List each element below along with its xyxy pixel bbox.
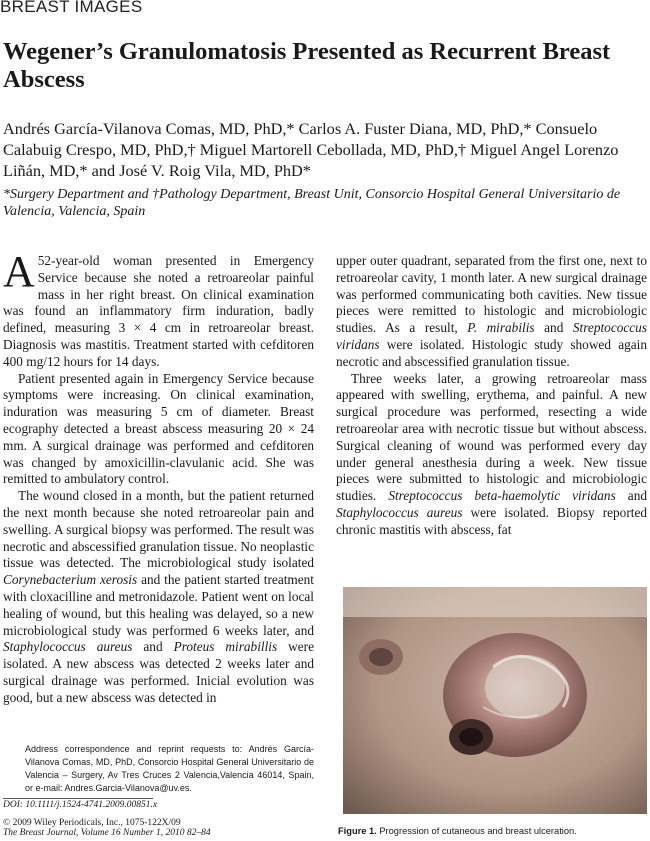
- copyright: © 2009 Wiley Periodicals, Inc., 1075-122X/09: [3, 818, 181, 828]
- authors: Andrés García-Vilanova Comas, MD, PhD,* Carlos A. Fuster Diana, MD, PhD,* Consuelo Calabuig Crespo, MD, PhD,† Miguel Martorell Cebollada, MD, PhD,† Miguel Angel Lorenzo Liñán, MD,* and José V. Roig Vila, MD, PhD*: [3, 119, 619, 180]
- affiliations: *Surgery Department and †Pathology Department, Breast Unit, Consorcio Hospital General Universitario de Valencia, Valencia, Spain: [3, 187, 621, 219]
- paragraph-4: upper outer quadrant, separated from the first one, next to retroareolar cavity, 1 month later. A new surgical drainage was performed communicating both cavities. New tissue pieces were remitted to histologic and microbiologic studies. As a result, P. mirabilis and Streptococcus viridans were isolated. Histologic study showed again necrotic and abscessified granulation tissue.: [336, 253, 647, 369]
- figure-photo: [343, 587, 647, 814]
- article-title: Wegener’s Granulomatosis Presented as Recurrent Breast Abscess: [3, 38, 611, 93]
- paragraph-5: Three weeks later, a growing retroareolar mass appeared with swelling, erythema, and painful. A new surgical procedure was performed, resecting a wide retroareolar area with necrotic tissue but without abscess. Surgical cleaning of wound was performed every day under general anesthesia during a week. New tissue pieces were submitted to histologic and microbiologic studies. Streptococcus beta-haemolytic viridans and Staphylococcus aureus were isolated. Biopsy reported chronic mastitis with abscess, fat: [336, 370, 647, 537]
- figure-label: Figure 1.: [338, 826, 377, 836]
- drop-cap: A: [3, 247, 35, 296]
- ulceration-photo-illustration: [343, 587, 647, 814]
- journal-citation: The Breast Journal, Volume 16 Number 1, 2010 82–84: [3, 828, 211, 838]
- body-column-right: [336, 253, 647, 539]
- figure-caption: Figure 1. Progression of cutaneous and breast ulceration.: [338, 826, 577, 836]
- doi: DOI: 10.1111/j.1524-4741.2009.00851.x: [3, 800, 158, 810]
- section-header: BREAST IMAGES: [0, 0, 143, 16]
- paragraph-2: Patient presented again in Emergency Service because symptoms were increasing. On clinical examination, induration was measuring 5 cm of diameter. Breast ecography detected a breast abscess measuring 20 × 24 mm. A surgical drainage was performed and cefditoren was changed by amoxicillin-clavulanic acid. She was remitted to ambulatory control.: [3, 370, 314, 487]
- body-column-left: [3, 247, 314, 707]
- paragraph-3: The wound closed in a month, but the patient returned the next month because she noted retroareolar pain and swelling. A surgical biopsy was performed. The result was necrotic and abscessified granulation tissue. No neoplastic tissue was detected. The microbiological study isolated Corynebacterium xerosis and the patient started treatment with cloxacilline and metronidazole. Patient went on local healing of wound, but this healing was delayed, so a new microbiological study was performed 6 weeks later, and Staphylococcus aureus and Proteus mirabillis were isolated. A new abscess was detected 2 weeks later and surgical drainage was performed. Inicial evolution was good, but a new abscess was detected in: [3, 488, 314, 705]
- correspondence-footnote: Address correspondence and reprint requests to: Andrés García-Vilanova Comas, MD, PhD, Consorcio Hospital General Universitario de Valencia – Surgery, Av Tres Cruces 2 Valencia,Valencia 46014, Spain, or e-mail: Andres.Garcia-Vilanova@uv.es.: [25, 744, 314, 793]
- paragraph-1: A 52-year-old woman presented in Emergency Service because she noted a retroareolar painful mass in her right breast. On clinical examination was found an inflammatory firm induration, badly defined, measuring 3 × 4 cm in retroareolar breast. Diagnosis was mastitis. Treatment started with cefditoren 400 mg/12 hours for 14 days.: [3, 247, 314, 369]
- footnote-divider: [3, 798, 153, 799]
